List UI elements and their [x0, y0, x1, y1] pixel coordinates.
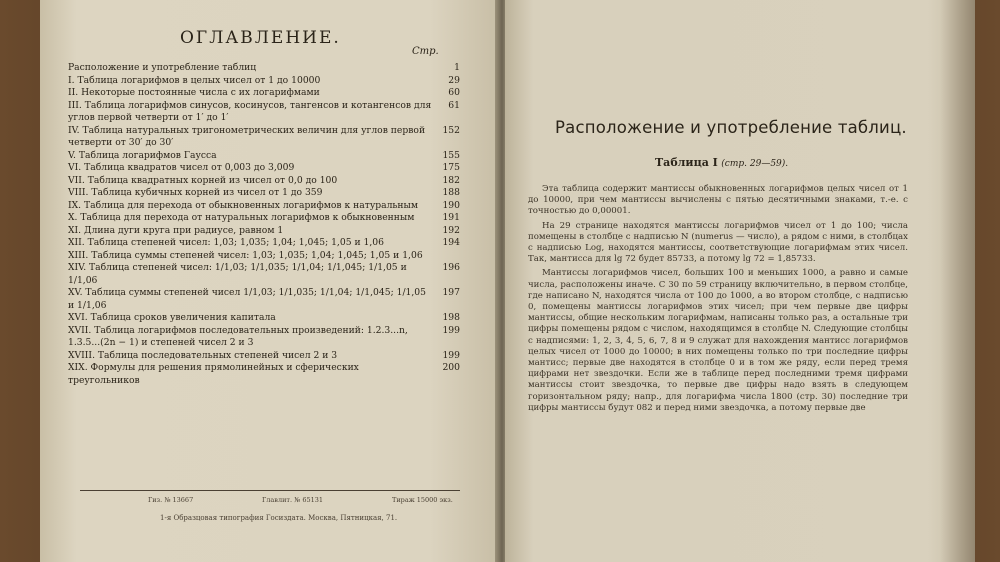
toc-entry	[68, 262, 460, 287]
toc-entry	[68, 287, 460, 312]
toc-entry	[68, 350, 460, 363]
toc-entry	[68, 87, 460, 100]
toc-entry	[68, 75, 460, 88]
section-subtitle	[655, 156, 788, 169]
toc-entry-page: 175	[442, 162, 460, 173]
toc-entry-title: I. Таблица логарифмов в целых чисел от 1 до 10000	[68, 74, 321, 86]
toc-entry	[68, 125, 460, 150]
paragraph: Мантиссы логарифмов чисел, больших 100 и меньших 1000, а равно и самые числа, расположены иначе. С 30 по 59 страницу включительно, в первом столбце, где написано N, находятся числа от 100 до 1000, а во втором столбце, с надписью 0, помещены мантиссы логарифмов этих чисел; при чем первые две цифры мантиссы, общие нескольким логарифмам, написаны только раз, а остальные три цифры помещены рядом с числом, находящимся в столбце N. Следующие столбцы с надписями: 1, 2, 3, 4, 5, 6, 7, 8 и 9 служат для нахождения мантисс логарифмов целых чисел от 1000 до 10000; в них помещены только по три последние цифры мантисс; первые две находятся в столбце 0 и в том же ряду, если перед тремя цифрами нет звездочки. Если же в таблице перед последними тремя цифрами мантиссы стоит звездочка, то первые две цифры надо взять в следующем горизонтальном ряду; напр., для логарифма числа 1800 (стр. 30) последние три цифры мантиссы будут 082 и перед ними звездочка, а потому первые две	[528, 268, 908, 413]
toc-entry-page: 197	[442, 287, 460, 298]
toc-entry-page: 188	[442, 187, 460, 198]
body-text	[528, 184, 908, 417]
toc-entry-page: 155	[442, 149, 460, 161]
table-label: Таблица I	[655, 156, 718, 169]
toc-entry-page: 198	[442, 312, 460, 323]
toc-entry	[68, 150, 460, 163]
toc-entry-title: XVII. Таблица логарифмов последовательных произведений: 1.2.3...n, 1.3.5...(2n − 1) и степеней чисел 2 и 3	[68, 324, 408, 348]
toc-entry-title: XIV. Таблица степеней чисел: 1/1,03; 1/1,035; 1/1,04; 1/1,045; 1/1,05 и 1/1,06	[68, 262, 407, 286]
toc-entry	[68, 325, 460, 350]
toc-entry-page: 192	[442, 224, 460, 236]
toc-entry	[68, 187, 460, 200]
toc-entry-title: XVIII. Таблица последовательных степеней чисел 2 и 3	[68, 349, 338, 361]
toc-entry	[68, 200, 460, 213]
toc-entry-page: 152	[442, 124, 460, 136]
paragraph: На 29 странице находятся мантиссы логарифмов чисел от 1 до 100; числа помещены в столбце с надписью N (numerus — число), а рядом с ними, в столбцах с надписью Log, находятся мантиссы, соответствующие логарифмам этих чисел. Так, мантисса для lg 72 будет 85733, а потому lg 72 = 1,85733.	[528, 220, 908, 265]
toc-entry-title: III. Таблица логарифмов синусов, косинусов, тангенсов и котангенсов для углов первой четверти от 1′ до 1′	[68, 99, 432, 123]
page-edge-shadow	[940, 0, 975, 562]
toc-entry-title: VI. Таблица квадратов чисел от 0,003 до 3,009	[68, 162, 295, 173]
toc-entry-page: 199	[442, 349, 460, 361]
toc-entry-title: XI. Длина дуги круга при радиусе, равном 1	[68, 224, 284, 236]
toc-entry	[68, 237, 460, 250]
toc-entry-title: X. Таблица для перехода от натуральных логарифмов к обыкновенным	[68, 212, 415, 223]
toc-entry-title: VIII. Таблица кубичных корней из чисел от 1 до 359	[68, 187, 323, 198]
toc-entry-page: 1	[454, 62, 460, 73]
printer-line: 1-я Образцовая типография Госиздата. Москва, Пятницкая, 71.	[160, 514, 398, 522]
toc-entry	[68, 250, 460, 263]
toc-entry-page: 191	[442, 212, 460, 223]
toc-entry-page: 61	[448, 99, 460, 111]
toc-entry-title: IV. Таблица натуральных тригонометрических величин для углов первой четверти от 30′ до 30′	[68, 124, 426, 148]
toc-entry-page: 196	[442, 262, 460, 273]
toc-entry-title: XV. Таблица суммы степеней чисел 1/1,03; 1/1,035; 1/1,04; 1/1,045; 1/1,05 и 1/1,06	[68, 287, 426, 311]
toc-entry-page: 194	[442, 237, 460, 248]
paragraph: Эта таблица содержит мантиссы обыкновенных логарифмов целых чисел от 1 до 10000, при чем мантиссы вычислены с пятью десятичными знаками, т.-е. с точностью до 0,00001.	[528, 184, 908, 217]
toc-entry-page: 29	[448, 74, 460, 86]
toc-entry-title: V. Таблица логарифмов Гаусса	[68, 149, 217, 161]
toc-entry	[68, 225, 460, 238]
toc-entry-title: XII. Таблица степеней чисел: 1,03; 1,035; 1,04; 1,045; 1,05 и 1,06	[68, 237, 384, 248]
toc-entry	[68, 175, 460, 188]
toc-entry	[68, 62, 460, 75]
toc-entry	[68, 100, 460, 125]
toc-entry-title: XVI. Таблица сроков увеличения капитала	[68, 312, 276, 323]
toc-entry-title: VII. Таблица квадратных корней из чисел от 0,0 до 100	[68, 174, 338, 186]
imprint-giz: Гиз. № 13667	[148, 496, 194, 504]
imprint-glavlit: Главлит. № 65131	[262, 496, 324, 504]
section-title: Расположение и употребление таблиц.	[555, 118, 907, 137]
toc-entry-page: 182	[442, 174, 460, 186]
toc-entry-title: II. Некоторые постоянные числа с их логарифмами	[68, 87, 320, 98]
toc-entry	[68, 162, 460, 175]
toc-entry-title: XIX. Формулы для решения прямолинейных и сферических треугольников	[68, 362, 359, 386]
imprint-print-run: Тираж 15000 экз.	[392, 496, 453, 504]
toc-entry	[68, 212, 460, 225]
toc-entry-title: Расположение и употребление таблиц	[68, 62, 257, 73]
table-of-contents	[68, 62, 460, 387]
imprint-rule	[80, 490, 460, 491]
toc-entry	[68, 312, 460, 325]
toc-entry-page: 200	[442, 362, 460, 373]
toc-entry-page: 60	[448, 87, 460, 98]
toc-heading: ОГЛАВЛЕНИЕ.	[180, 28, 341, 48]
toc-entry-page: 190	[442, 199, 460, 211]
page-column-label: Стр.	[412, 46, 439, 57]
toc-entry-title: IX. Таблица для перехода от обыкновенных логарифмов к натуральным	[68, 199, 419, 211]
toc-entry-title: XIII. Таблица суммы степеней чисел: 1,03; 1,035; 1,04; 1,045; 1,05 и 1,06	[68, 249, 423, 261]
table-pages: (стр. 29—59).	[721, 159, 789, 169]
toc-entry	[68, 362, 460, 387]
toc-entry-page: 199	[442, 324, 460, 336]
